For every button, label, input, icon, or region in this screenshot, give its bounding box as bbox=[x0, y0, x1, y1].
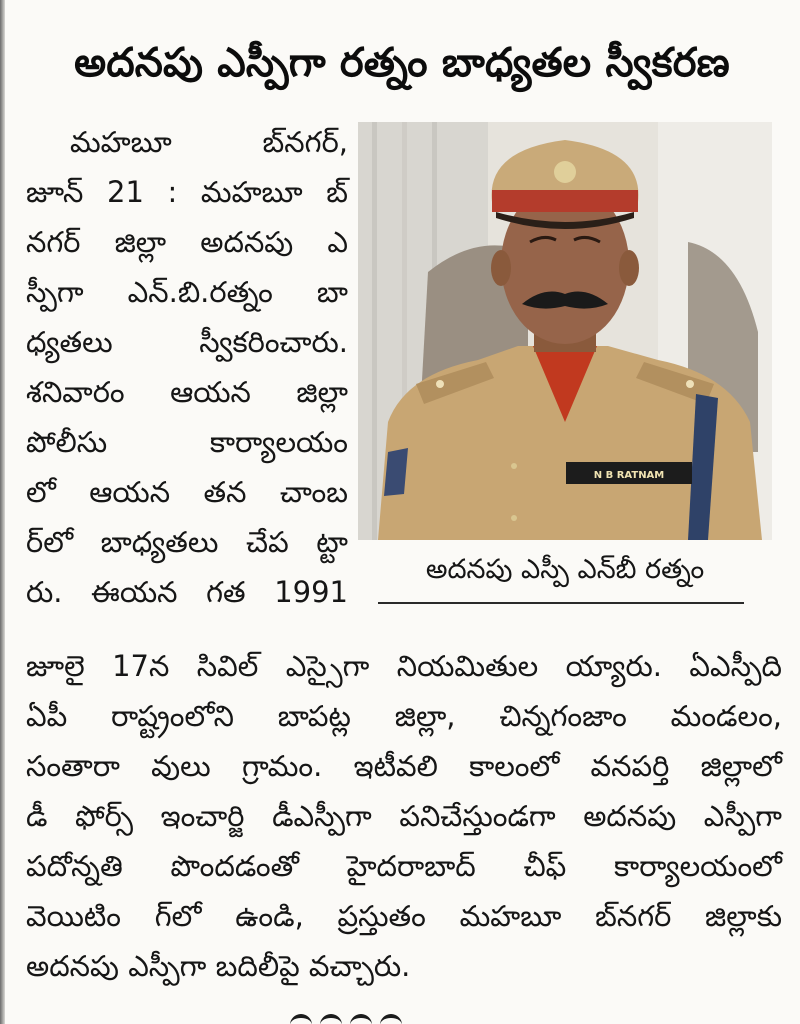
body-line: నగర్ జిల్లా అదనపు ఎ bbox=[26, 225, 348, 259]
cap-badge bbox=[554, 161, 576, 183]
photo-caption: అదనపు ఎస్పీ ఎన్‌బీ రత్నం bbox=[425, 554, 705, 585]
body-line: లో ఆయన తన చాంబ bbox=[26, 475, 348, 509]
name-badge-text: N B RATNAM bbox=[593, 470, 665, 481]
body-line: అదనపు ఎస్పీగా బదిలీపై వచ్చారు. bbox=[26, 949, 411, 983]
body-line: పదోన్నతి పొందడంతో హైదరాబాద్ చీఫ్ కార్యాలయంలో bbox=[26, 849, 782, 883]
body-line: ఏపీ రాష్ట్రంలోని బాపట్ల జిల్లా, చిన్నగంజాం మండలం, bbox=[26, 699, 782, 733]
body-line: జూలై 17న సివిల్ ఎస్సైగా నియమితుల య్యారు. ఏఎస్పీది bbox=[26, 649, 782, 683]
body-line: పోలీసు కార్యాలయం bbox=[26, 425, 348, 459]
body-line: మహబూ బ్‌నగర్, bbox=[70, 125, 348, 159]
next-article-fragment bbox=[290, 1014, 420, 1024]
body-line: ర్‌లో బాధ్యతలు చేప ట్టా bbox=[26, 525, 348, 559]
article-headline: అదనపు ఎస్పీగా రత్నం బాధ్యతల స్వీకరణ bbox=[74, 40, 730, 86]
body-line: డీ ఫోర్స్ ఇంచార్జి డీఎస్పీగా పనిచేస్తుండగా అదనపు ఎస్పీగా bbox=[26, 799, 782, 833]
cap-band bbox=[492, 190, 638, 212]
body-line: ధ్యతలు స్వీకరించారు. bbox=[26, 325, 348, 359]
page-left-edge bbox=[0, 0, 5, 1024]
body-line: సంతారా వులు గ్రామం. ఇటీవలి కాలంలో వనపర్తి జిల్లాలో bbox=[26, 749, 782, 783]
officer-photo bbox=[358, 122, 772, 540]
body-line: స్పీగా ఎన్.బి.రత్నం బా bbox=[26, 275, 348, 309]
body-line: శనివారం ఆయన జిల్లా bbox=[26, 375, 348, 409]
body-line: రు. ఈయన గత 1991 bbox=[26, 575, 348, 609]
caption-divider bbox=[378, 602, 744, 604]
body-line: వెయిటిం గ్‌లో ఉండి, ప్రస్తుతం మహబూ బ్‌నగర్ జిల్లాకు bbox=[26, 899, 782, 933]
body-line: జూన్ 21 : మహబూ బ్ bbox=[26, 175, 348, 209]
